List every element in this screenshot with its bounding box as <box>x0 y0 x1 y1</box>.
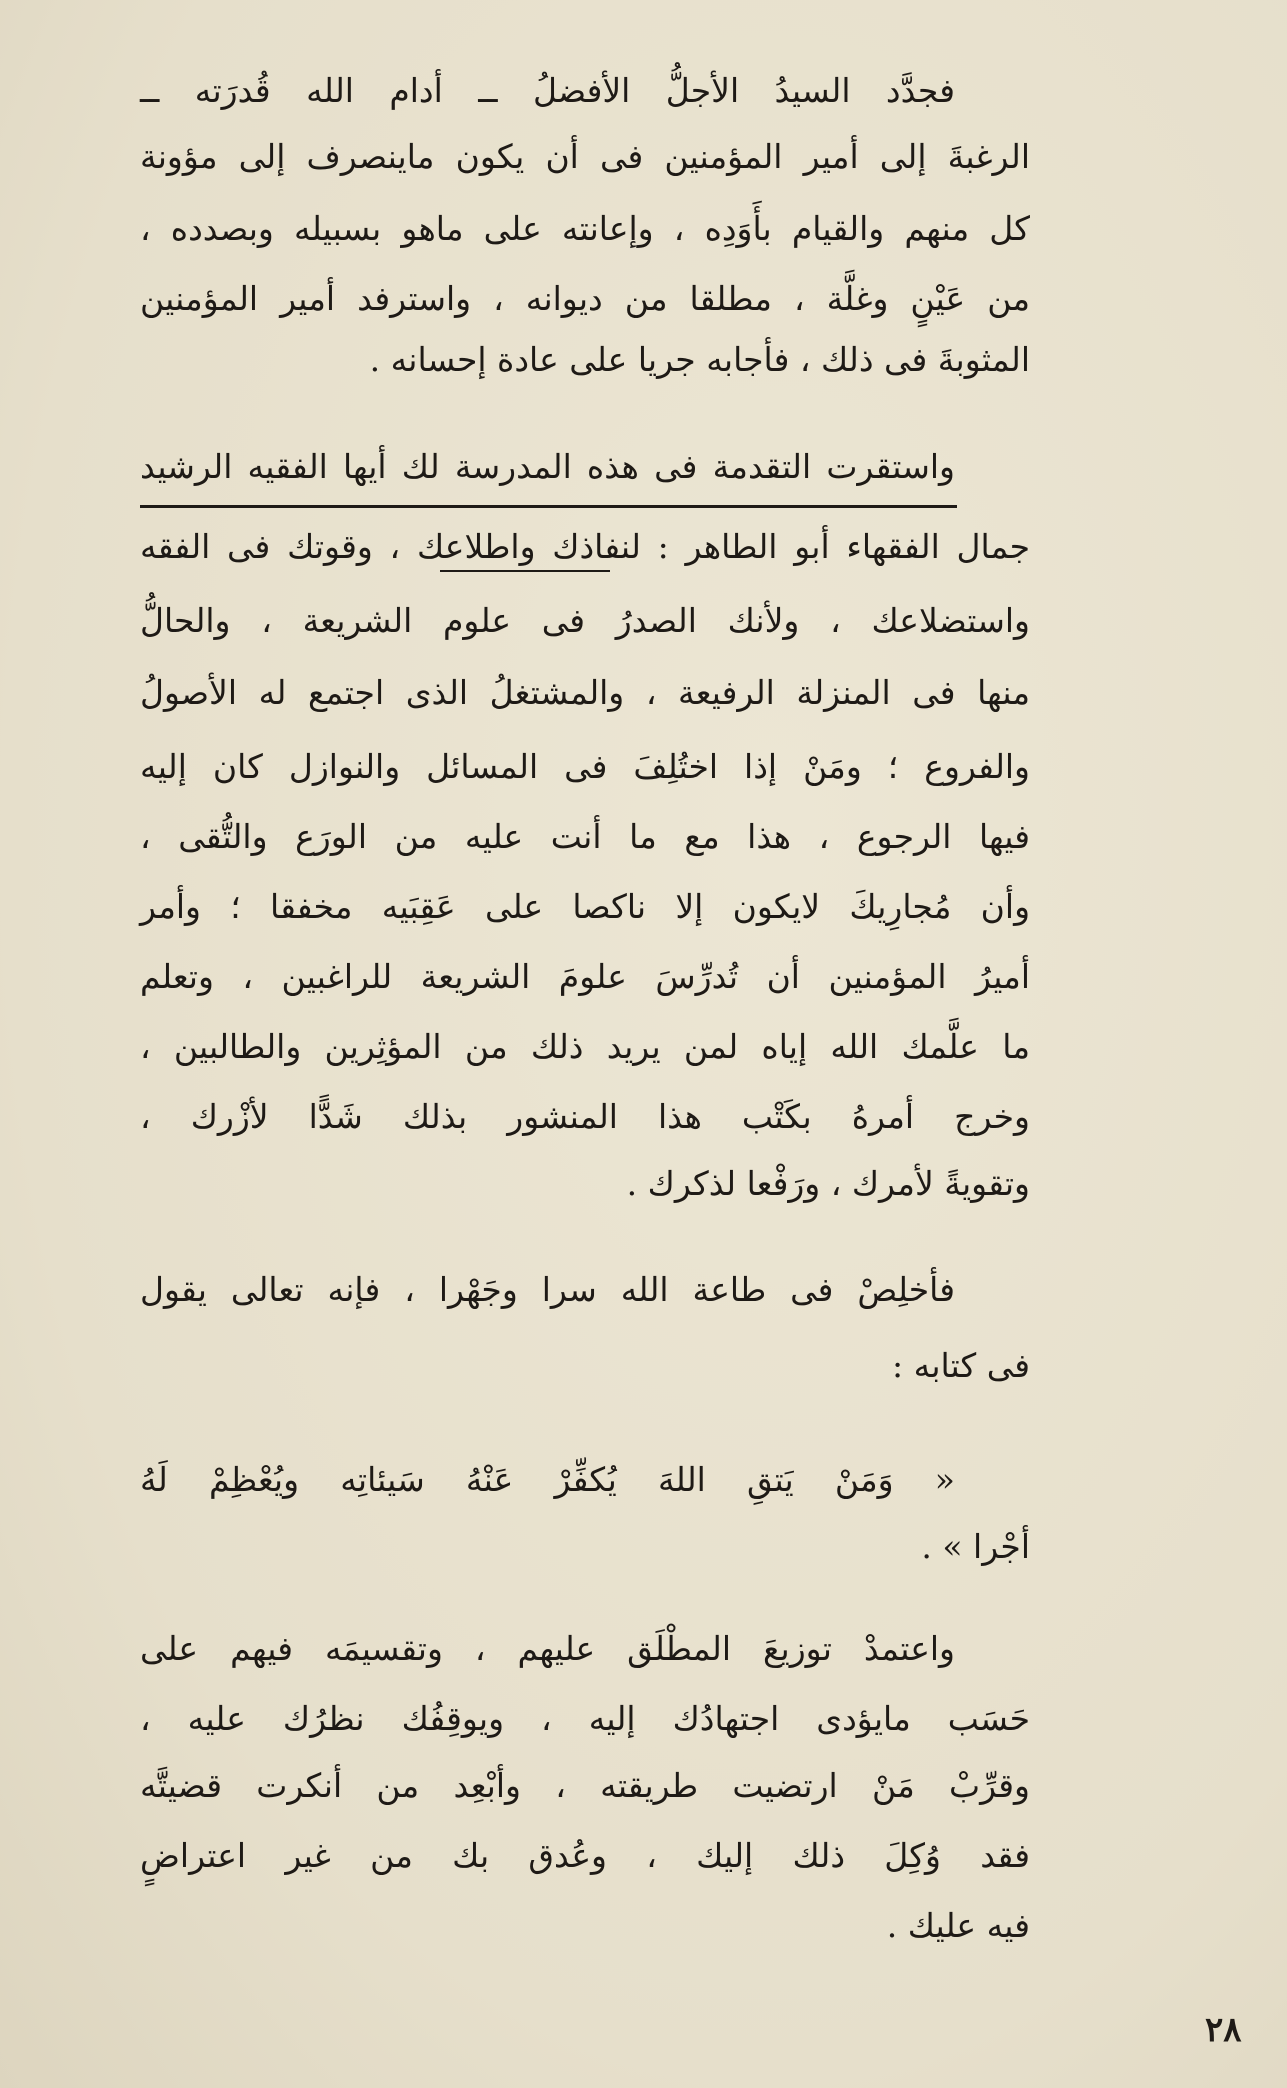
underline-mark <box>440 570 610 572</box>
text-line: أميرُ المؤمنين أن تُدرِّسَ علومَ الشريعة للراغبين ، وتعلم <box>140 957 1030 996</box>
text-line: واستقرت التقدمة فى هذه المدرسة لك أيها الفقيه الرشيد <box>140 447 955 486</box>
text-line: وتقويةً لأمرك ، ورَفْعا لذكرك . <box>626 1164 1030 1203</box>
text-line: المثوبةَ فى ذلك ، فأجابه جريا على عادة إحسانه . <box>369 340 1030 379</box>
text-line: فيها الرجوع ، هذا مع ما أنت عليه من الورَع والتُّقى ، <box>140 817 1030 856</box>
text-line: واستضلاعك ، ولأنك الصدرُ فى علوم الشريعة ، والحالُّ <box>140 601 1030 640</box>
text-line: وخرج أمرهُ بكَتْب هذا المنشور بذلك شَدًّا لأزْرك ، <box>140 1097 1030 1136</box>
text-line: الرغبةَ إلى أمير المؤمنين فى أن يكون ماينصرف إلى مؤونة <box>140 137 1030 176</box>
text-line: فى كتابه : <box>892 1346 1030 1385</box>
text-line: والفروع ؛ ومَنْ إذا اختُلِفَ فى المسائل والنوازل كان إليه <box>140 747 1030 786</box>
text-line: فيه عليك . <box>886 1906 1030 1945</box>
text-line: من عَيْنٍ وغلَّة ، مطلقا من ديوانه ، واسترفد أمير المؤمنين <box>140 279 1030 318</box>
text-line: وأن مُجارِيكَ لايكون إلا ناكصا على عَقِبَيه مخفقا ؛ وأمر <box>140 887 1030 926</box>
footnote-rule <box>140 505 957 508</box>
text-line: فقد وُكِلَ ذلك إليك ، وعُدق بك من غير اعتراضٍ <box>140 1836 1030 1875</box>
text-line: واعتمدْ توزيعَ المطْلَق عليهم ، وتقسيمَه فيهم على <box>140 1629 955 1668</box>
text-line: فجدَّد السيدُ الأجلُّ الأفضلُ ــ أدام الله قُدرَته ــ <box>140 71 955 110</box>
text-line: جمال الفقهاء أبو الطاهر : لنفاذك واطلاعك ، وقوتك فى الفقه <box>140 527 1030 566</box>
text-line: حَسَب مايؤدى اجتهادُك إليه ، ويوقِفُك نظرُك عليه ، <box>140 1699 1030 1738</box>
text-line: منها فى المنزلة الرفيعة ، والمشتغلُ الذى اجتمع له الأصولُ <box>140 673 1030 712</box>
text-line: كل منهم والقيام بأَوَدِه ، وإعانته على ماهو بسبيله وبصدده ، <box>140 209 1030 248</box>
quote-line: « وَمَنْ يَتقِ اللهَ يُكفِّرْ عَنْهُ سَيئاتِه ويُعْظِمْ لَهُ <box>140 1460 955 1499</box>
text-line: فأخلِصْ فى طاعة الله سرا وجَهْرا ، فإنه تعالى يقول <box>140 1270 955 1309</box>
text-line: ما علَّمك الله إياه لمن يريد ذلك من المؤثِرين والطالبين ، <box>140 1027 1030 1066</box>
text-line: وقرِّبْ مَنْ ارتضيت طريقته ، وأبْعِد من أنكرت قضيتَّه <box>140 1766 1030 1805</box>
page-number: ٢٨ <box>1205 2010 1242 2050</box>
quote-line: أجْرا » . <box>921 1527 1030 1566</box>
